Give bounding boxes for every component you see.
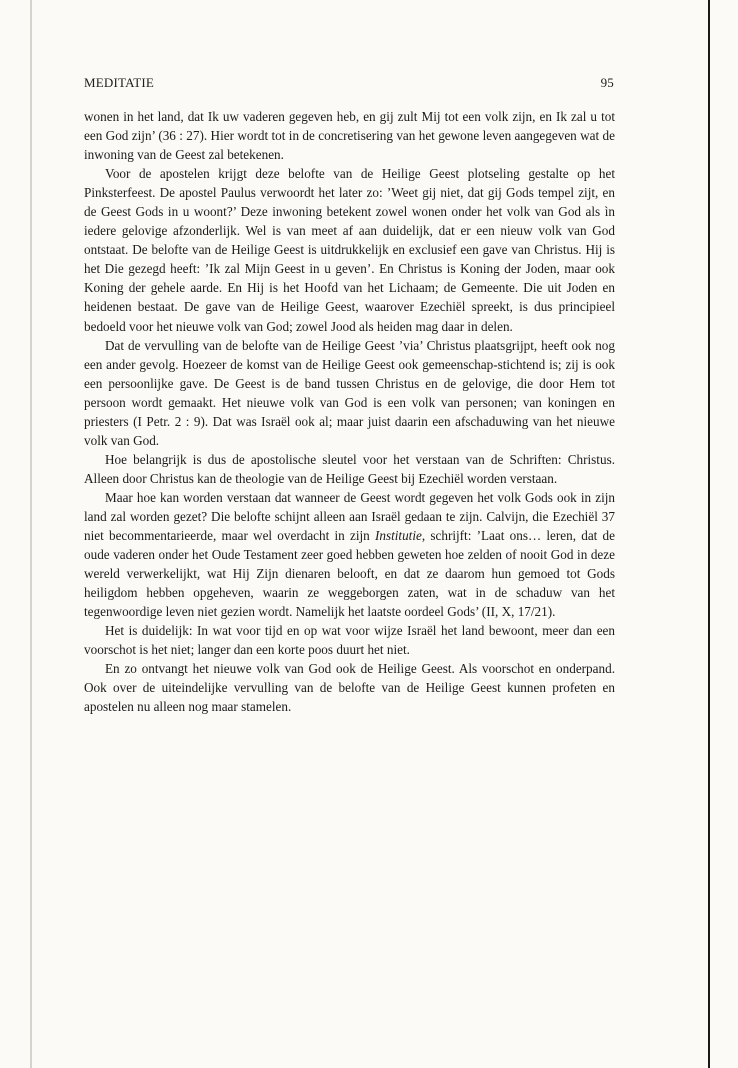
paragraph-1: wonen in het land, dat Ik uw vaderen gegeven heb, en gij zult Mij tot een volk zijn, en Ik zal u tot een God zijn’ (36 : 27). Hier wordt tot in de concretisering van het gewone leven aangegeven wat de inwoning van de Geest zal betekenen. bbox=[84, 109, 615, 163]
paragraph-7: En zo ontvangt het nieuwe volk van God ook de Heilige Geest. Als voorschot en onderpand. Ook over de uiteindelijke vervulling van de belofte van de Heilige Geest kunnen profeten en apostelen nu alleen nog maar stamelen. bbox=[84, 661, 615, 715]
paragraph-2: Voor de apostelen krijgt deze belofte van de Heilige Geest plotseling gestalte op het Pinksterfeest. De apostel Paulus verwoordt het later zo: ’Weet gij niet, dat gij Gods tempel zijt, en de Geest Gods in u woont?’ Deze inwoning betekent zowel wonen onder het volk van God als ìn iedere gelovige afzonderlijk. Wel is van meet af aan duidelijk, dat er een nieuw volk van God ontstaat. De belofte van de Heilige Geest is uitdrukkelijk en exclusief een gave van Christus. Hij is het Die gezegd heeft: ’Ik zal Mijn Geest in u geven’. En Christus is Koning der Joden, maar ook Koning der gehele aarde. En Hij is het Hoofd van het Lichaam; de Gemeente. Die uit Joden en heidenen bestaat. De gave van de Heilige Geest, waarover Ezechiël spreekt, is dus principieel bedoeld voor het nieuwe volk van God; zowel Jood als heiden mag daar in delen. bbox=[84, 166, 615, 334]
paragraph-3: Dat de vervulling van de belofte van de Heilige Geest ’via’ Christus plaatsgrijpt, heeft ook nog een ander gevolg. Hoezeer de komst van de Heilige Geest ook gemeenschap-stichtend is; zij is ook een persoonlijke gave. De Geest is de band tussen Christus en de gelovige, die door Hem tot persoon wordt gemaakt. Het nieuwe volk van God is een volk van personen; van koningen en priesters (I Petr. 2 : 9). Dat was Israël ook al; maar juist daarin een afschaduwing van het nieuwe volk van God. bbox=[84, 337, 615, 448]
institutie-title: Institutie bbox=[374, 528, 422, 544]
page-number: 95 bbox=[600, 75, 614, 90]
main-text bbox=[84, 107, 615, 717]
paragraph-5-part-2: , schrijft: ’Laat ons… leren, dat de oude vaderen onder het Oude Testament zeer goed hebben geweten hoe zelden of nooit God in deze wereld verwerkelijkt, wat Hij Zijn dienaren belooft, en dat ze daarom hun gemoed tot Gods heiligdom hebben opgeheven, waarin ze weggeborgen zaten, wat in de schaduw van het tegenwoordige leven niet gezien wordt. Namelijk het laatste oordeel Gods’ (II, X, 17/21). bbox=[84, 528, 615, 620]
running-header bbox=[84, 75, 614, 91]
scan-right-edge bbox=[708, 0, 710, 1068]
scan-left-edge bbox=[30, 0, 32, 1068]
paragraph-5 bbox=[84, 488, 615, 621]
paragraph-5-part-1: Maar hoe kan worden verstaan dat wanneer de Geest wordt gegeven het volk Gods ook in zijn land zal worden gezet? Die belofte schijnt alleen aan Israël gedaan te zijn. Calvijn, die Ezechiël 37 niet becommentarieerde, maar wel overdacht in zijn bbox=[84, 489, 615, 544]
paragraph-4: Hoe belangrijk is dus de apostolische sleutel voor het verstaan van de Schriften: Christus. Alleen door Christus kan de theologie van de Heilige Geest bij Ezechiël worden verstaan. bbox=[84, 451, 615, 486]
paragraph-6: Het is duidelijk: In wat voor tijd en op wat voor wijze Israël het land bewoont, meer dan een voorschot is het niet; langer dan een korte poos duurt het niet. bbox=[84, 623, 615, 658]
running-title: MEDITATIE bbox=[84, 75, 155, 90]
